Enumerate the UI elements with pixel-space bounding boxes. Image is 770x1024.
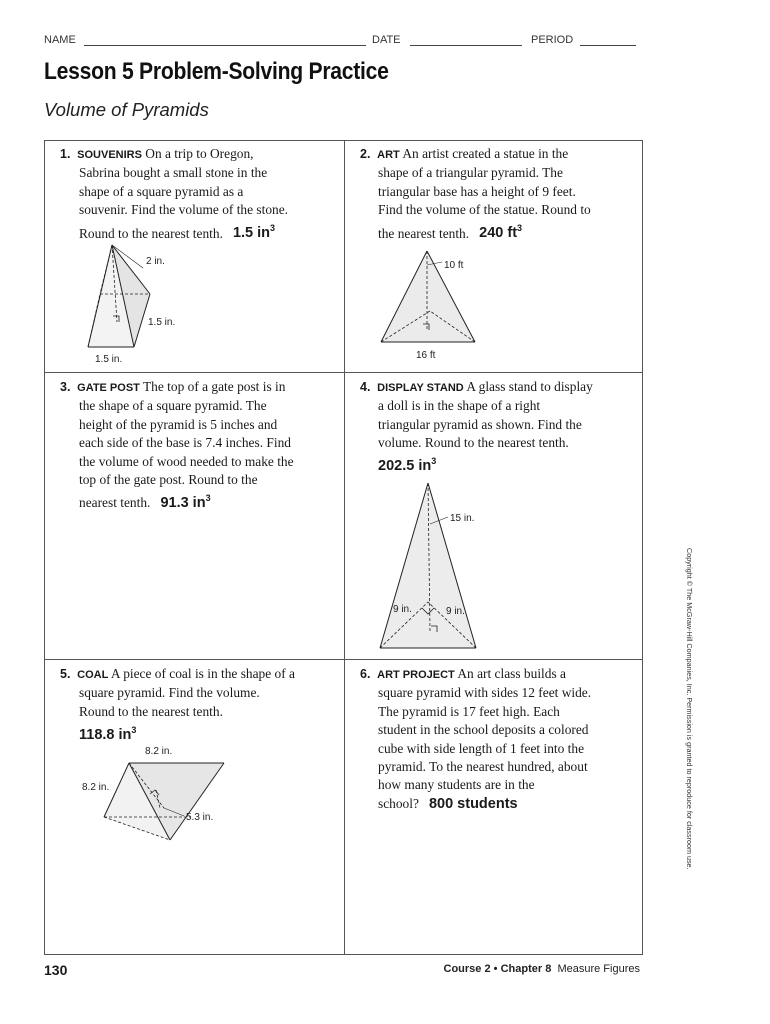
problem-text: A glass stand to display <box>466 379 593 394</box>
problem-text: An artist created a statue in the <box>402 146 569 161</box>
problem-text: Sabrina bought a small stone in the <box>79 165 268 181</box>
problem-text: The pyramid is 17 feet high. Each <box>378 703 560 719</box>
page-title: Lesson 5 Problem-Solving Practice <box>44 58 389 85</box>
problem-keyword: SOUVENIRS <box>77 149 142 161</box>
height-label: 15 in. <box>450 513 475 524</box>
problem-text: student in the school deposits a colored <box>378 722 589 738</box>
problem-number: 4. <box>360 380 371 394</box>
problem-text: square pyramid. Find the volume. <box>79 685 260 701</box>
problem-text: height of the pyramid is 5 inches and <box>79 416 278 432</box>
base-side-label: 1.5 in. <box>95 354 123 365</box>
problem-text: cube with side length of 1 feet into the <box>378 740 585 756</box>
side-label: 8.2 in. <box>145 746 173 757</box>
problem-text: volume. Round to the nearest tenth. <box>378 435 569 451</box>
problem-text: top of the gate post. Round to the <box>79 472 258 488</box>
answer: 1.5 $in^3$ <box>232 223 276 242</box>
name-label: NAME <box>44 34 76 46</box>
answer: 240 $ft^3$ <box>479 223 523 242</box>
base-leg-label: 9 in. <box>446 606 465 617</box>
problem-6 <box>360 665 640 813</box>
problem-text: shape of a square pyramid as a <box>79 183 244 199</box>
problem-text: how many students are in the <box>378 777 535 793</box>
problem-number: 3. <box>60 380 71 394</box>
problem-text: pyramid. To the nearest hundred, about <box>378 759 588 775</box>
problem-text: On a trip to Oregon, <box>145 146 254 161</box>
problem-text: Round to the nearest tenth. <box>79 225 223 241</box>
answer: 800 students <box>428 795 518 812</box>
problem-text: each side of the base is 7.4 inches. Find <box>79 435 291 451</box>
problem-keyword: GATE POST <box>77 382 140 394</box>
problem-text: the volume of wood needed to make the <box>79 453 294 469</box>
problem-text: An art class builds a <box>457 666 566 681</box>
problem-keyword: ART <box>377 149 400 161</box>
height-label: 5.3 in. <box>186 812 214 823</box>
problem-keyword: DISPLAY STAND <box>377 382 464 394</box>
side-label: 8.2 in. <box>82 782 110 793</box>
base-leg-label: 9 in. <box>393 604 412 615</box>
problem-number: 6. <box>360 667 371 681</box>
answer: 91.3 $in^3$ <box>160 493 211 512</box>
problem-number: 5. <box>60 667 71 681</box>
problem-text: A piece of coal is in the shape of a <box>110 666 295 681</box>
problem-text: a doll is in the shape of a right <box>378 398 541 414</box>
page-subtitle: Volume of Pyramids <box>44 99 209 120</box>
footer-course: Course 2 • Chapter 8 Measure Figures <box>443 963 640 975</box>
copyright-notice: Copyright © The McGraw-Hill Companies, Inc. Permission is granted to reproduce for classroom use. <box>685 548 694 870</box>
answer: 202.5 $in^3$ <box>378 456 437 475</box>
problem-text: The top of a gate post is in <box>143 379 286 394</box>
problem-text: nearest tenth. <box>79 495 151 511</box>
slant-height-label: 2 in. <box>146 256 165 267</box>
height-label: 1.5 in. <box>148 317 176 328</box>
problem-text: school? <box>378 795 419 811</box>
height-label: 10 ft <box>444 260 464 271</box>
problem-text: triangular pyramid as shown. Find the <box>378 416 582 432</box>
base-label: 16 ft <box>416 350 436 361</box>
problem-keyword: COAL <box>77 669 109 681</box>
problem-text: shape of a triangular pyramid. The <box>378 165 563 181</box>
problem-text: square pyramid with sides 12 feet wide. <box>378 685 592 701</box>
problem-text: the nearest tenth. <box>378 225 470 241</box>
problem-number: 2. <box>360 147 371 161</box>
problem-keyword: ART PROJECT <box>377 669 455 681</box>
page-number: 130 <box>44 962 68 978</box>
date-label: DATE <box>372 34 401 46</box>
problem-text: Round to the nearest tenth. <box>79 703 223 719</box>
problem-text: Find the volume of the statue. Round to <box>378 202 591 218</box>
problem-number: 1. <box>60 147 71 161</box>
period-label: PERIOD <box>531 34 574 46</box>
answer: 118.8 $in^3$ <box>79 725 137 744</box>
problem-text: souvenir. Find the volume of the stone. <box>79 202 289 218</box>
problem-text: triangular base has a height of 9 feet. <box>378 183 576 199</box>
problem-text: the shape of a square pyramid. The <box>79 398 267 414</box>
